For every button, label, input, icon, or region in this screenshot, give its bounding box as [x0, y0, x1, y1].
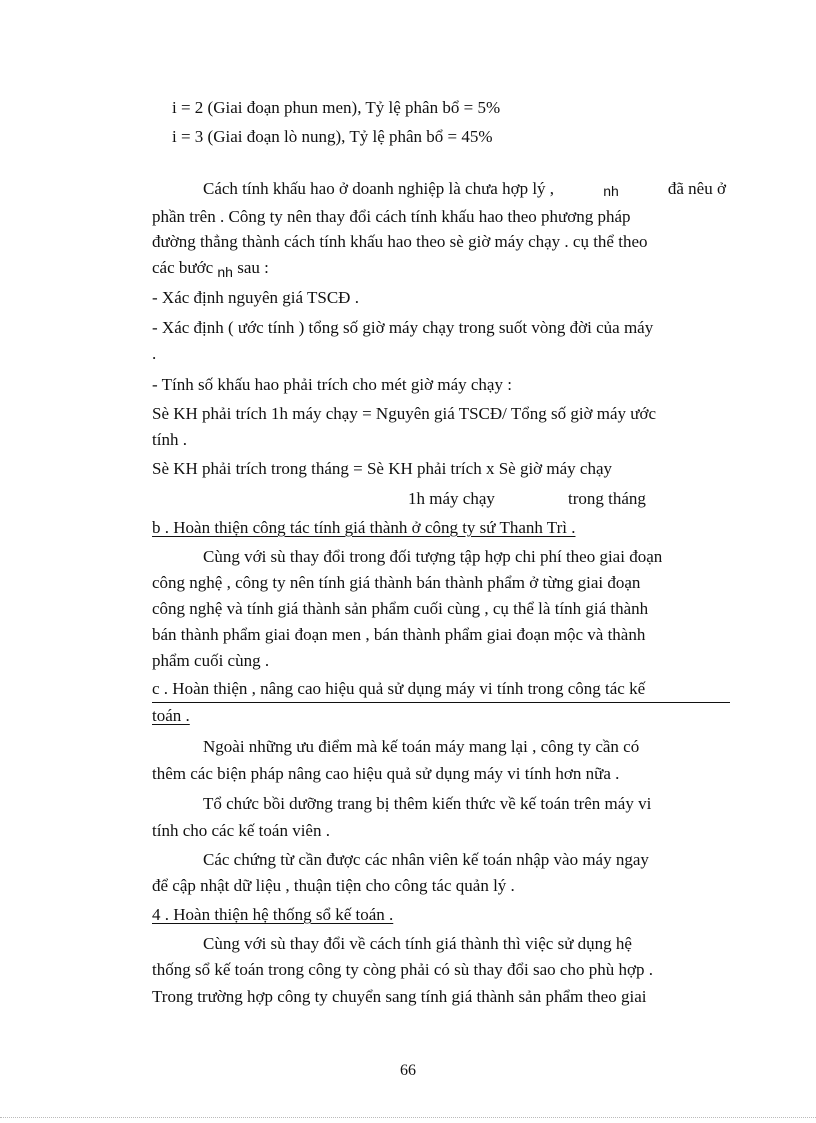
step-2-continuation: .: [152, 344, 157, 363]
formula-2-denominator-right: trong tháng: [568, 489, 646, 508]
text-fragment: sau :: [237, 258, 269, 277]
text-fragment: Cách tính khấu hao ở doanh nghiệp là chưa hợp lý ,: [203, 179, 555, 198]
text-line: đường thẳng thành cách tính khấu hao theo sè giờ máy chạy . cụ thể theo: [152, 232, 648, 251]
page-bottom-border: [0, 1117, 816, 1118]
formula-2-denominator-left: 1h máy chạy: [408, 489, 495, 508]
formula-2: Sè KH phải trích trong tháng = Sè KH phải trích x Sè giờ máy chạy: [152, 459, 613, 478]
section-c-para-3-line-2: để cập nhật dữ liệu , thuận tiện cho công tác quản lý .: [152, 876, 515, 895]
formula-1-continuation: tính .: [152, 430, 187, 449]
text-line: Ngoài những ưu điểm mà kế toán máy mang lại , công ty cần có: [203, 737, 640, 756]
subscript-fragment: nh: [603, 183, 619, 199]
section-c-para-2-line-2: tính cho các kế toán viên .: [152, 821, 330, 840]
text-line: công nghệ , công ty nên tính giá thành bán thành phẩm ở từng giai đoạn: [152, 573, 641, 592]
section-b-line-5: phẩm cuối cùng .: [152, 651, 270, 670]
paragraph-depreciation-line-3: [152, 233, 726, 250]
text-line: Cùng với sù thay đổi về cách tính giá thành thì việc sử dụng hệ: [203, 934, 632, 953]
stage-line-3: i = 3 (Giai đoạn lò nung), Tỷ lệ phân bổ = 45%: [172, 127, 493, 146]
text-line: phần trên . Công ty nên thay đổi cách tính khấu hao theo phương pháp: [152, 207, 631, 226]
section-b-heading: b . Hoàn thiện công tác tính giá thành ở công ty sứ Thanh Trì .: [152, 518, 576, 537]
section-4-line-3: Trong trường hợp công ty chuyển sang tính giá thành sản phẩm theo giai: [152, 987, 647, 1006]
section-4-heading: 4 . Hoàn thiện hệ thống sổ kế toán .: [152, 905, 394, 924]
page-number: 66: [400, 1062, 416, 1079]
text-line: thống sổ kế toán trong công ty còng phải có sù thay đổi sao cho phù hợp .: [152, 960, 653, 979]
step-1: - Xác định nguyên giá TSCĐ .: [152, 288, 359, 307]
section-4-line-2: [152, 961, 726, 978]
paragraph-depreciation-line-2: [152, 208, 726, 225]
text-line: Các chứng từ cần được các nhân viên kế toán nhập vào máy ngay: [203, 850, 649, 869]
section-c-heading-underline: [152, 702, 730, 703]
section-c-para-1-line-1: [203, 738, 726, 755]
stage-line-2: i = 2 (Giai đoạn phun men), Tỷ lệ phân bổ = 5%: [172, 98, 501, 117]
text-line: Cùng với sù thay đổi trong đối tượng tập hợp chi phí theo giai đoạn: [203, 547, 663, 566]
paragraph-depreciation-line-4: [152, 258, 269, 280]
section-c-heading-line-1: c . Hoàn thiện , nâng cao hiệu quả sử dụng máy vi tính trong công tác kế: [152, 679, 646, 698]
formula-1: [152, 405, 726, 422]
paragraph-depreciation-line-1: [203, 180, 726, 197]
section-b-line-1: [203, 548, 726, 565]
section-4-line-1: [203, 935, 726, 952]
section-c-para-2-line-1: [203, 795, 726, 812]
section-b-line-4: [152, 626, 726, 643]
text-line: Sè KH phải trích 1h máy chạy = Nguyên giá TSCĐ/ Tổng số giờ máy ước: [152, 404, 657, 423]
section-b-line-3: [152, 600, 726, 617]
step-2: - Xác định ( ước tính ) tổng số giờ máy chạy trong suốt vòng đời của máy: [152, 318, 654, 337]
text-line: công nghệ và tính giá thành sản phẩm cuối cùng , cụ thể là tính giá thành: [152, 599, 649, 618]
section-b-line-2: [152, 574, 726, 591]
text-line: bán thành phẩm giai đoạn men , bán thành phẩm giai đoạn mộc và thành: [152, 625, 646, 644]
text-fragment: các bước: [152, 258, 214, 277]
section-c-para-1-line-2: thêm các biện pháp nâng cao hiệu quả sử dụng máy vi tính hơn nữa .: [152, 764, 620, 783]
text-fragment: đã nêu ở: [667, 179, 726, 198]
subscript-fragment: nh: [217, 264, 233, 280]
text-line: Tổ chức bồi dưỡng trang bị thêm kiến thức về kế toán trên máy vi: [203, 794, 652, 813]
section-c-heading-line-2: toán .: [152, 706, 190, 725]
step-3: - Tính số khấu hao phải trích cho mét giờ máy chạy :: [152, 375, 512, 394]
section-c-para-3-line-1: [203, 851, 726, 868]
